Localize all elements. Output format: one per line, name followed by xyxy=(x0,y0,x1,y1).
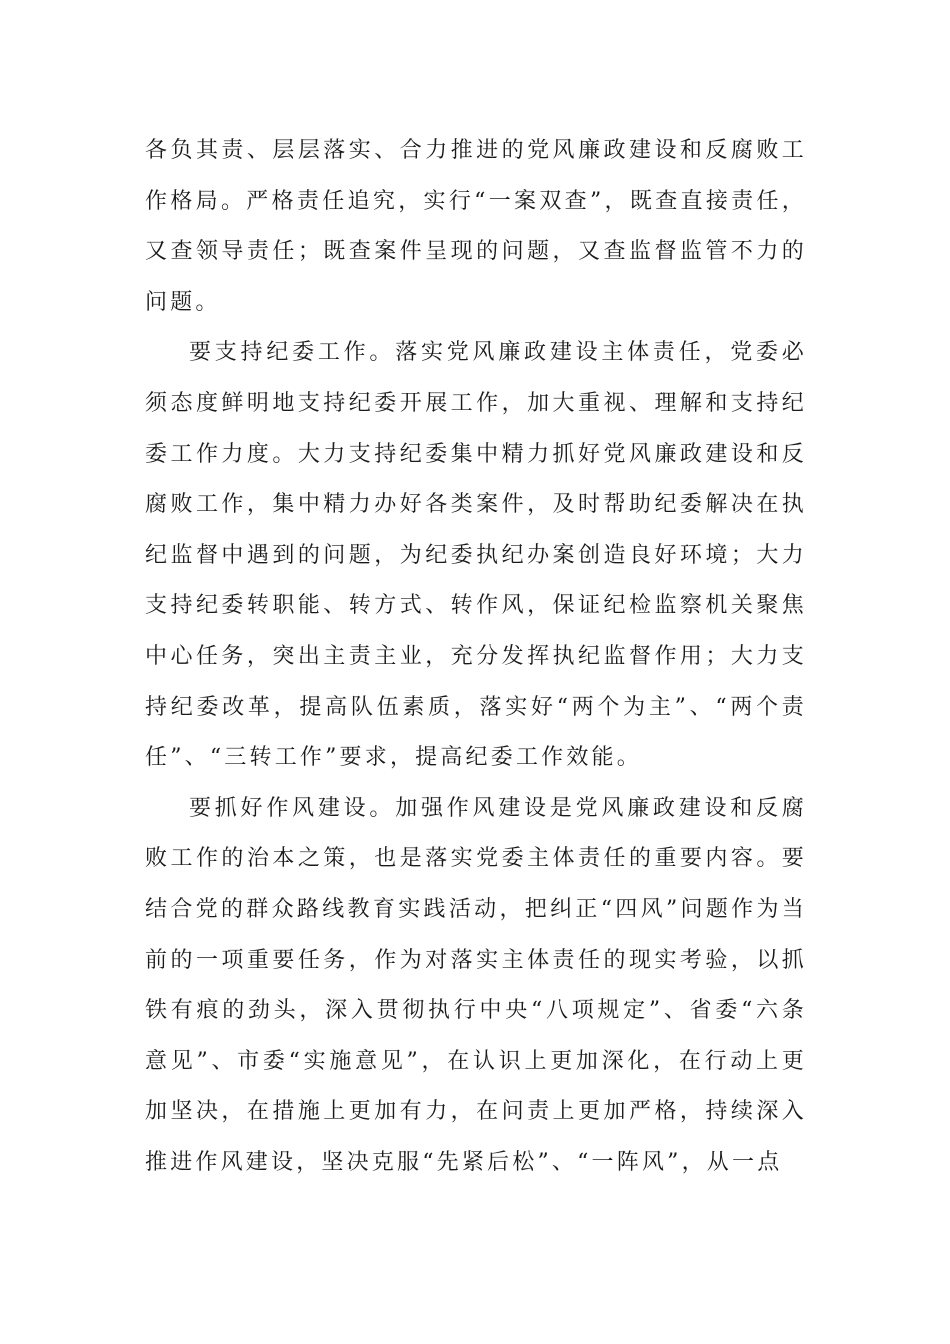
paragraph-work-style-construction: 要抓好作风建设。加强作风建设是党风廉政建设和反腐败工作的治本之策，也是落实党委主体责任的重要内容。要结合党的群众路线教育实践活动，把纠正“四风”问题作为当前的一项重要任务，作为对落实主体责任的现实考验，以抓铁有痕的劲头，深入贯彻执行中央“八项规定”、省委“六条意见”、市委“实施意见”，在认识上更加深化，在行动上更加坚决，在措施上更加有力，在问责上更加严格，持续深入推进作风建设，坚决克服“先紧后松”、“一阵风”，从一点 xyxy=(145,795,807,1175)
paragraph-continuation: 各负其责、层层落实、合力推进的党风廉政建设和反腐败工作格局。严格责任追究，实行“一案双查”，既查直接责任，又查领导责任；既查案件呈现的问题，又查监督监管不力的问题。 xyxy=(145,138,807,315)
document-page xyxy=(145,126,807,1188)
paragraph-support-discipline-commission: 要支持纪委工作。落实党风廉政建设主体责任，党委必须态度鲜明地支持纪委开展工作，加大重视、理解和支持纪委工作力度。大力支持纪委集中精力抓好党风廉政建设和反腐败工作，集中精力办好各类案件，及时帮助纪委解决在执纪监督中遇到的问题，为纪委执纪办案创造良好环境；大力支持纪委转职能、转方式、转作风，保证纪检监察机关聚焦中心任务，突出主责主业，充分发挥执纪监督作用；大力支持纪委改革，提高队伍素质，落实好“两个为主”、“两个责任”、“三转工作”要求，提高纪委工作效能。 xyxy=(145,340,807,771)
